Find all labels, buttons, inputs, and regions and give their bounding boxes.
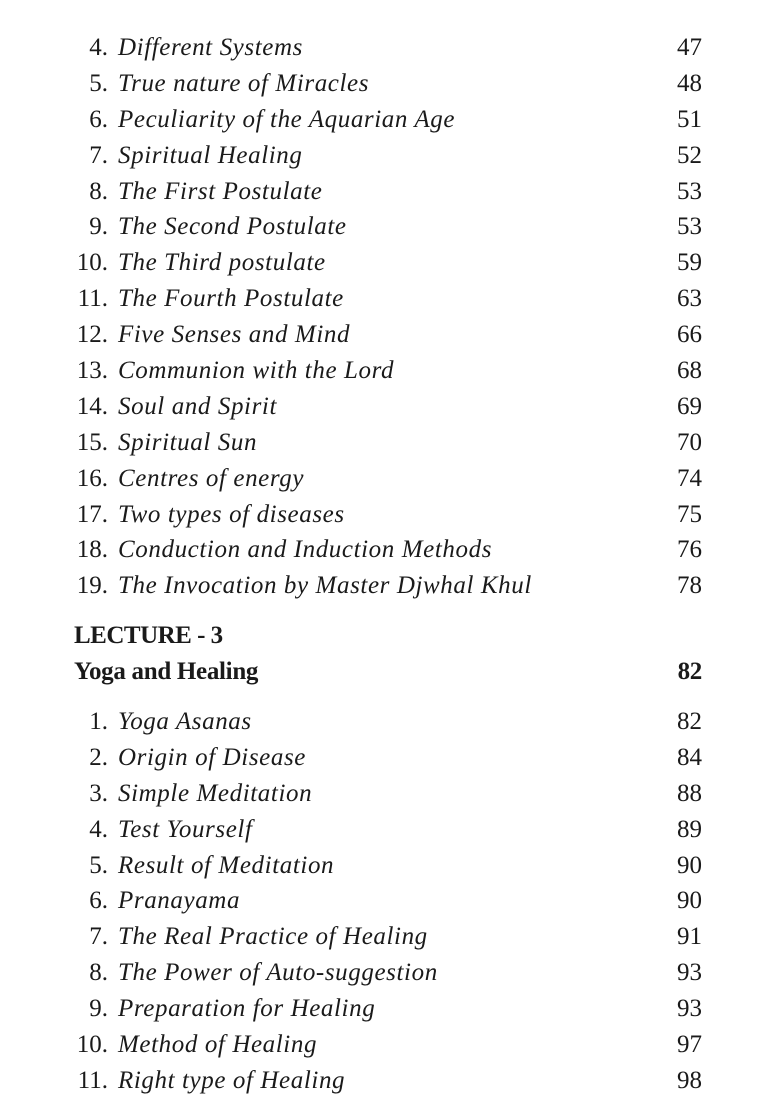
entry-number: 9. bbox=[89, 213, 108, 241]
entry-page-number: 75 bbox=[677, 500, 702, 528]
entry-number: 3. bbox=[89, 779, 108, 807]
entry-number: 14. bbox=[76, 392, 108, 420]
toc-list-lecture-3 bbox=[0, 704, 780, 1099]
entry-page-number: 63 bbox=[677, 285, 702, 313]
entry-page-number: 91 bbox=[677, 923, 702, 951]
toc-entry bbox=[0, 991, 780, 1027]
toc-entry bbox=[0, 245, 780, 281]
entry-number: 4. bbox=[89, 815, 108, 843]
entry-page-number: 48 bbox=[677, 69, 702, 97]
toc-entry bbox=[0, 281, 780, 317]
entry-title: Spiritual Healing bbox=[118, 141, 303, 169]
entry-number: 15. bbox=[76, 428, 108, 456]
entry-page-number: 88 bbox=[677, 779, 702, 807]
entry-number: 18. bbox=[76, 536, 108, 564]
toc-entry bbox=[0, 1027, 780, 1063]
entry-title: Method of Healing bbox=[118, 1031, 318, 1059]
entry-page-number: 69 bbox=[677, 392, 702, 420]
chapter-title: Yoga and Healing bbox=[74, 658, 259, 685]
entry-page-number: 93 bbox=[677, 959, 702, 987]
entry-page-number: 93 bbox=[677, 995, 702, 1023]
entry-title: Centres of energy bbox=[118, 464, 305, 492]
entry-page-number: 89 bbox=[677, 815, 702, 843]
entry-title: Right type of Healing bbox=[118, 1066, 346, 1094]
entry-title: Test Yourself bbox=[118, 815, 253, 843]
entry-title: The First Postulate bbox=[118, 177, 323, 205]
entry-number: 10. bbox=[76, 1031, 108, 1059]
entry-number: 8. bbox=[89, 177, 108, 205]
entry-page-number: 68 bbox=[677, 357, 702, 385]
entry-page-number: 78 bbox=[677, 572, 702, 600]
entry-number: 10. bbox=[76, 249, 108, 277]
entry-number: 6. bbox=[89, 105, 108, 133]
entry-title: The Real Practice of Healing bbox=[118, 923, 428, 951]
toc-entry bbox=[0, 209, 780, 245]
entry-title: Different Systems bbox=[118, 34, 303, 61]
entry-number: 9. bbox=[89, 995, 108, 1023]
toc-entry bbox=[0, 66, 780, 102]
entry-title: Communion with the Lord bbox=[118, 357, 395, 385]
entry-number: 7. bbox=[89, 141, 108, 169]
entry-page-number: 98 bbox=[677, 1066, 702, 1094]
toc-list-section-1 bbox=[0, 30, 780, 604]
entry-number: 19. bbox=[76, 572, 108, 600]
entry-title: The Invocation by Master Djwhal Khul bbox=[118, 572, 532, 600]
entry-title: Simple Meditation bbox=[118, 779, 313, 807]
entry-title: Result of Meditation bbox=[118, 851, 335, 879]
toc-entry bbox=[0, 848, 780, 884]
entry-title: Origin of Disease bbox=[118, 743, 306, 771]
entry-title: Five Senses and Mind bbox=[118, 321, 351, 349]
toc-entry bbox=[0, 389, 780, 425]
entry-page-number: 47 bbox=[677, 34, 702, 61]
entry-page-number: 59 bbox=[677, 249, 702, 277]
entry-title: The Power of Auto-suggestion bbox=[118, 959, 438, 987]
entry-number: 7. bbox=[89, 923, 108, 951]
entry-page-number: 82 bbox=[677, 708, 702, 735]
entry-number: 1. bbox=[89, 708, 108, 735]
toc-entry bbox=[0, 497, 780, 533]
toc-entry bbox=[0, 461, 780, 497]
toc-entry bbox=[0, 740, 780, 776]
toc-entry bbox=[0, 138, 780, 174]
toc-entry bbox=[0, 317, 780, 353]
toc-entry bbox=[0, 353, 780, 389]
entry-title: Conduction and Induction Methods bbox=[118, 536, 493, 564]
lecture-heading: LECTURE - 3 bbox=[74, 622, 223, 649]
entry-page-number: 74 bbox=[677, 464, 702, 492]
toc-entry bbox=[0, 955, 780, 991]
entry-number: 5. bbox=[89, 851, 108, 879]
toc-entry bbox=[0, 1063, 780, 1099]
entry-title: Peculiarity of the Aquarian Age bbox=[118, 105, 456, 133]
entry-number: 4. bbox=[89, 34, 108, 61]
entry-title: The Third postulate bbox=[118, 249, 326, 277]
entry-title: Pranayama bbox=[118, 887, 241, 915]
entry-title: True nature of Miracles bbox=[118, 69, 370, 97]
entry-number: 12. bbox=[76, 321, 108, 349]
chapter-title-row bbox=[74, 658, 702, 686]
entry-page-number: 76 bbox=[677, 536, 702, 564]
entry-title: Spiritual Sun bbox=[118, 428, 258, 456]
entry-page-number: 51 bbox=[677, 105, 702, 133]
entry-title: The Second Postulate bbox=[118, 213, 347, 241]
toc-entry bbox=[0, 102, 780, 138]
entry-title: Yoga Asanas bbox=[118, 708, 252, 735]
toc-entry bbox=[0, 704, 780, 740]
entry-number: 2. bbox=[89, 743, 108, 771]
entry-page-number: 84 bbox=[677, 743, 702, 771]
entry-page-number: 70 bbox=[677, 428, 702, 456]
toc-entry bbox=[0, 568, 780, 604]
entry-page-number: 97 bbox=[677, 1031, 702, 1059]
entry-number: 8. bbox=[89, 959, 108, 987]
toc-entry bbox=[0, 30, 780, 66]
entry-number: 6. bbox=[89, 887, 108, 915]
entry-page-number: 90 bbox=[677, 851, 702, 879]
toc-entry bbox=[0, 174, 780, 210]
entry-page-number: 52 bbox=[677, 141, 702, 169]
toc-entry bbox=[0, 812, 780, 848]
entry-page-number: 66 bbox=[677, 321, 702, 349]
entry-number: 17. bbox=[76, 500, 108, 528]
entry-page-number: 53 bbox=[677, 177, 702, 205]
entry-number: 13. bbox=[76, 357, 108, 385]
entry-number: 11. bbox=[77, 1066, 108, 1094]
entry-number: 11. bbox=[77, 285, 108, 313]
chapter-page-number: 82 bbox=[677, 658, 702, 685]
toc-entry bbox=[0, 883, 780, 919]
entry-title: Two types of diseases bbox=[118, 500, 345, 528]
toc-entry bbox=[0, 532, 780, 568]
entry-title: Preparation for Healing bbox=[118, 995, 376, 1023]
entry-page-number: 53 bbox=[677, 213, 702, 241]
toc-entry bbox=[0, 919, 780, 955]
entry-number: 5. bbox=[89, 69, 108, 97]
toc-entry bbox=[0, 425, 780, 461]
entry-number: 16. bbox=[76, 464, 108, 492]
entry-title: The Fourth Postulate bbox=[118, 285, 344, 313]
entry-page-number: 90 bbox=[677, 887, 702, 915]
entry-title: Soul and Spirit bbox=[118, 392, 278, 420]
toc-entry bbox=[0, 776, 780, 812]
